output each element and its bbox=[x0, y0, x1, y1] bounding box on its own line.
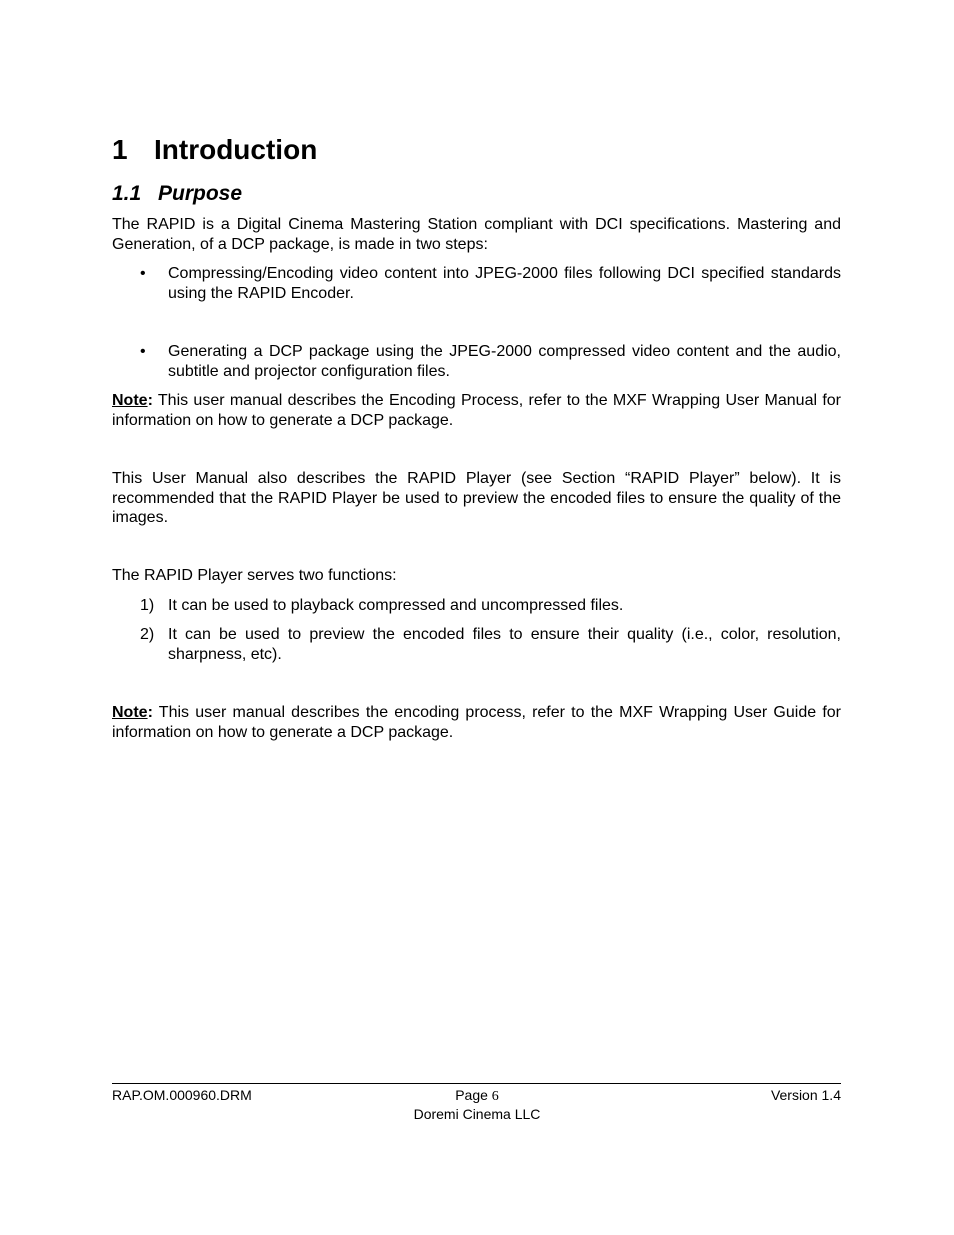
note-text: This user manual describes the encoding process, refer to the MXF Wrapping User Guide for information on how to generate a DCP package. bbox=[112, 704, 841, 741]
intro-paragraph: The RAPID is a Digital Cinema Mastering Station compliant with DCI specifications. Mastering and Generation, of a DCP package, is made in two steps: bbox=[112, 216, 841, 253]
section-heading bbox=[112, 133, 317, 167]
note-colon: : bbox=[147, 704, 153, 721]
functions-intro: The RAPID Player serves two functions: bbox=[112, 567, 397, 584]
note-paragraph bbox=[112, 703, 841, 742]
numbered-item bbox=[112, 596, 841, 616]
item-text: It can be used to preview the encoded files to ensure their quality (i.e., color, resolution, sharpness, etc). bbox=[168, 626, 841, 663]
subsection-title: Purpose bbox=[158, 182, 243, 205]
note-label: Note bbox=[112, 704, 148, 721]
footer-divider bbox=[112, 1083, 841, 1084]
section-title: Introduction bbox=[154, 134, 318, 165]
bullet-item bbox=[112, 342, 841, 381]
bullet-marker: • bbox=[140, 265, 146, 282]
note-paragraph bbox=[112, 391, 841, 430]
bullet-marker: • bbox=[140, 343, 146, 360]
player-paragraph: This User Manual also describes the RAPID Player (see Section “RAPID Player” below). It is recommended that the RAPID Player be used to preview the encoded files to ensure the quality of the images. bbox=[112, 470, 841, 526]
bullet-item bbox=[112, 264, 841, 303]
note-text: This user manual describes the Encoding Process, refer to the MXF Wrapping User Manual for information on how to generate a DCP package. bbox=[112, 392, 841, 429]
item-number: 1) bbox=[140, 597, 155, 614]
section-number: 1 bbox=[112, 134, 128, 165]
bullet-text: Compressing/Encoding video content into JPEG-2000 files following DCI specified standards using the RAPID Encoder. bbox=[168, 265, 841, 302]
note-label: Note bbox=[112, 392, 148, 409]
footer-page-number: 6 bbox=[491, 1089, 499, 1104]
footer-company: Doremi Cinema LLC bbox=[413, 1106, 541, 1122]
item-number: 2) bbox=[140, 626, 155, 643]
footer-version: Version 1.4 bbox=[770, 1087, 841, 1103]
subsection-number: 1.1 bbox=[112, 182, 142, 205]
note-colon: : bbox=[147, 392, 153, 409]
numbered-item bbox=[112, 625, 841, 664]
subsection-heading bbox=[112, 181, 242, 207]
footer-page-label: Page bbox=[455, 1087, 492, 1103]
item-text: It can be used to playback compressed and uncompressed files. bbox=[168, 597, 624, 614]
footer-doc-id: RAP.OM.000960.DRM bbox=[112, 1087, 252, 1103]
bullet-text: Generating a DCP package using the JPEG-2000 compressed video content and the audio, subtitle and projector configuration files. bbox=[168, 343, 841, 380]
